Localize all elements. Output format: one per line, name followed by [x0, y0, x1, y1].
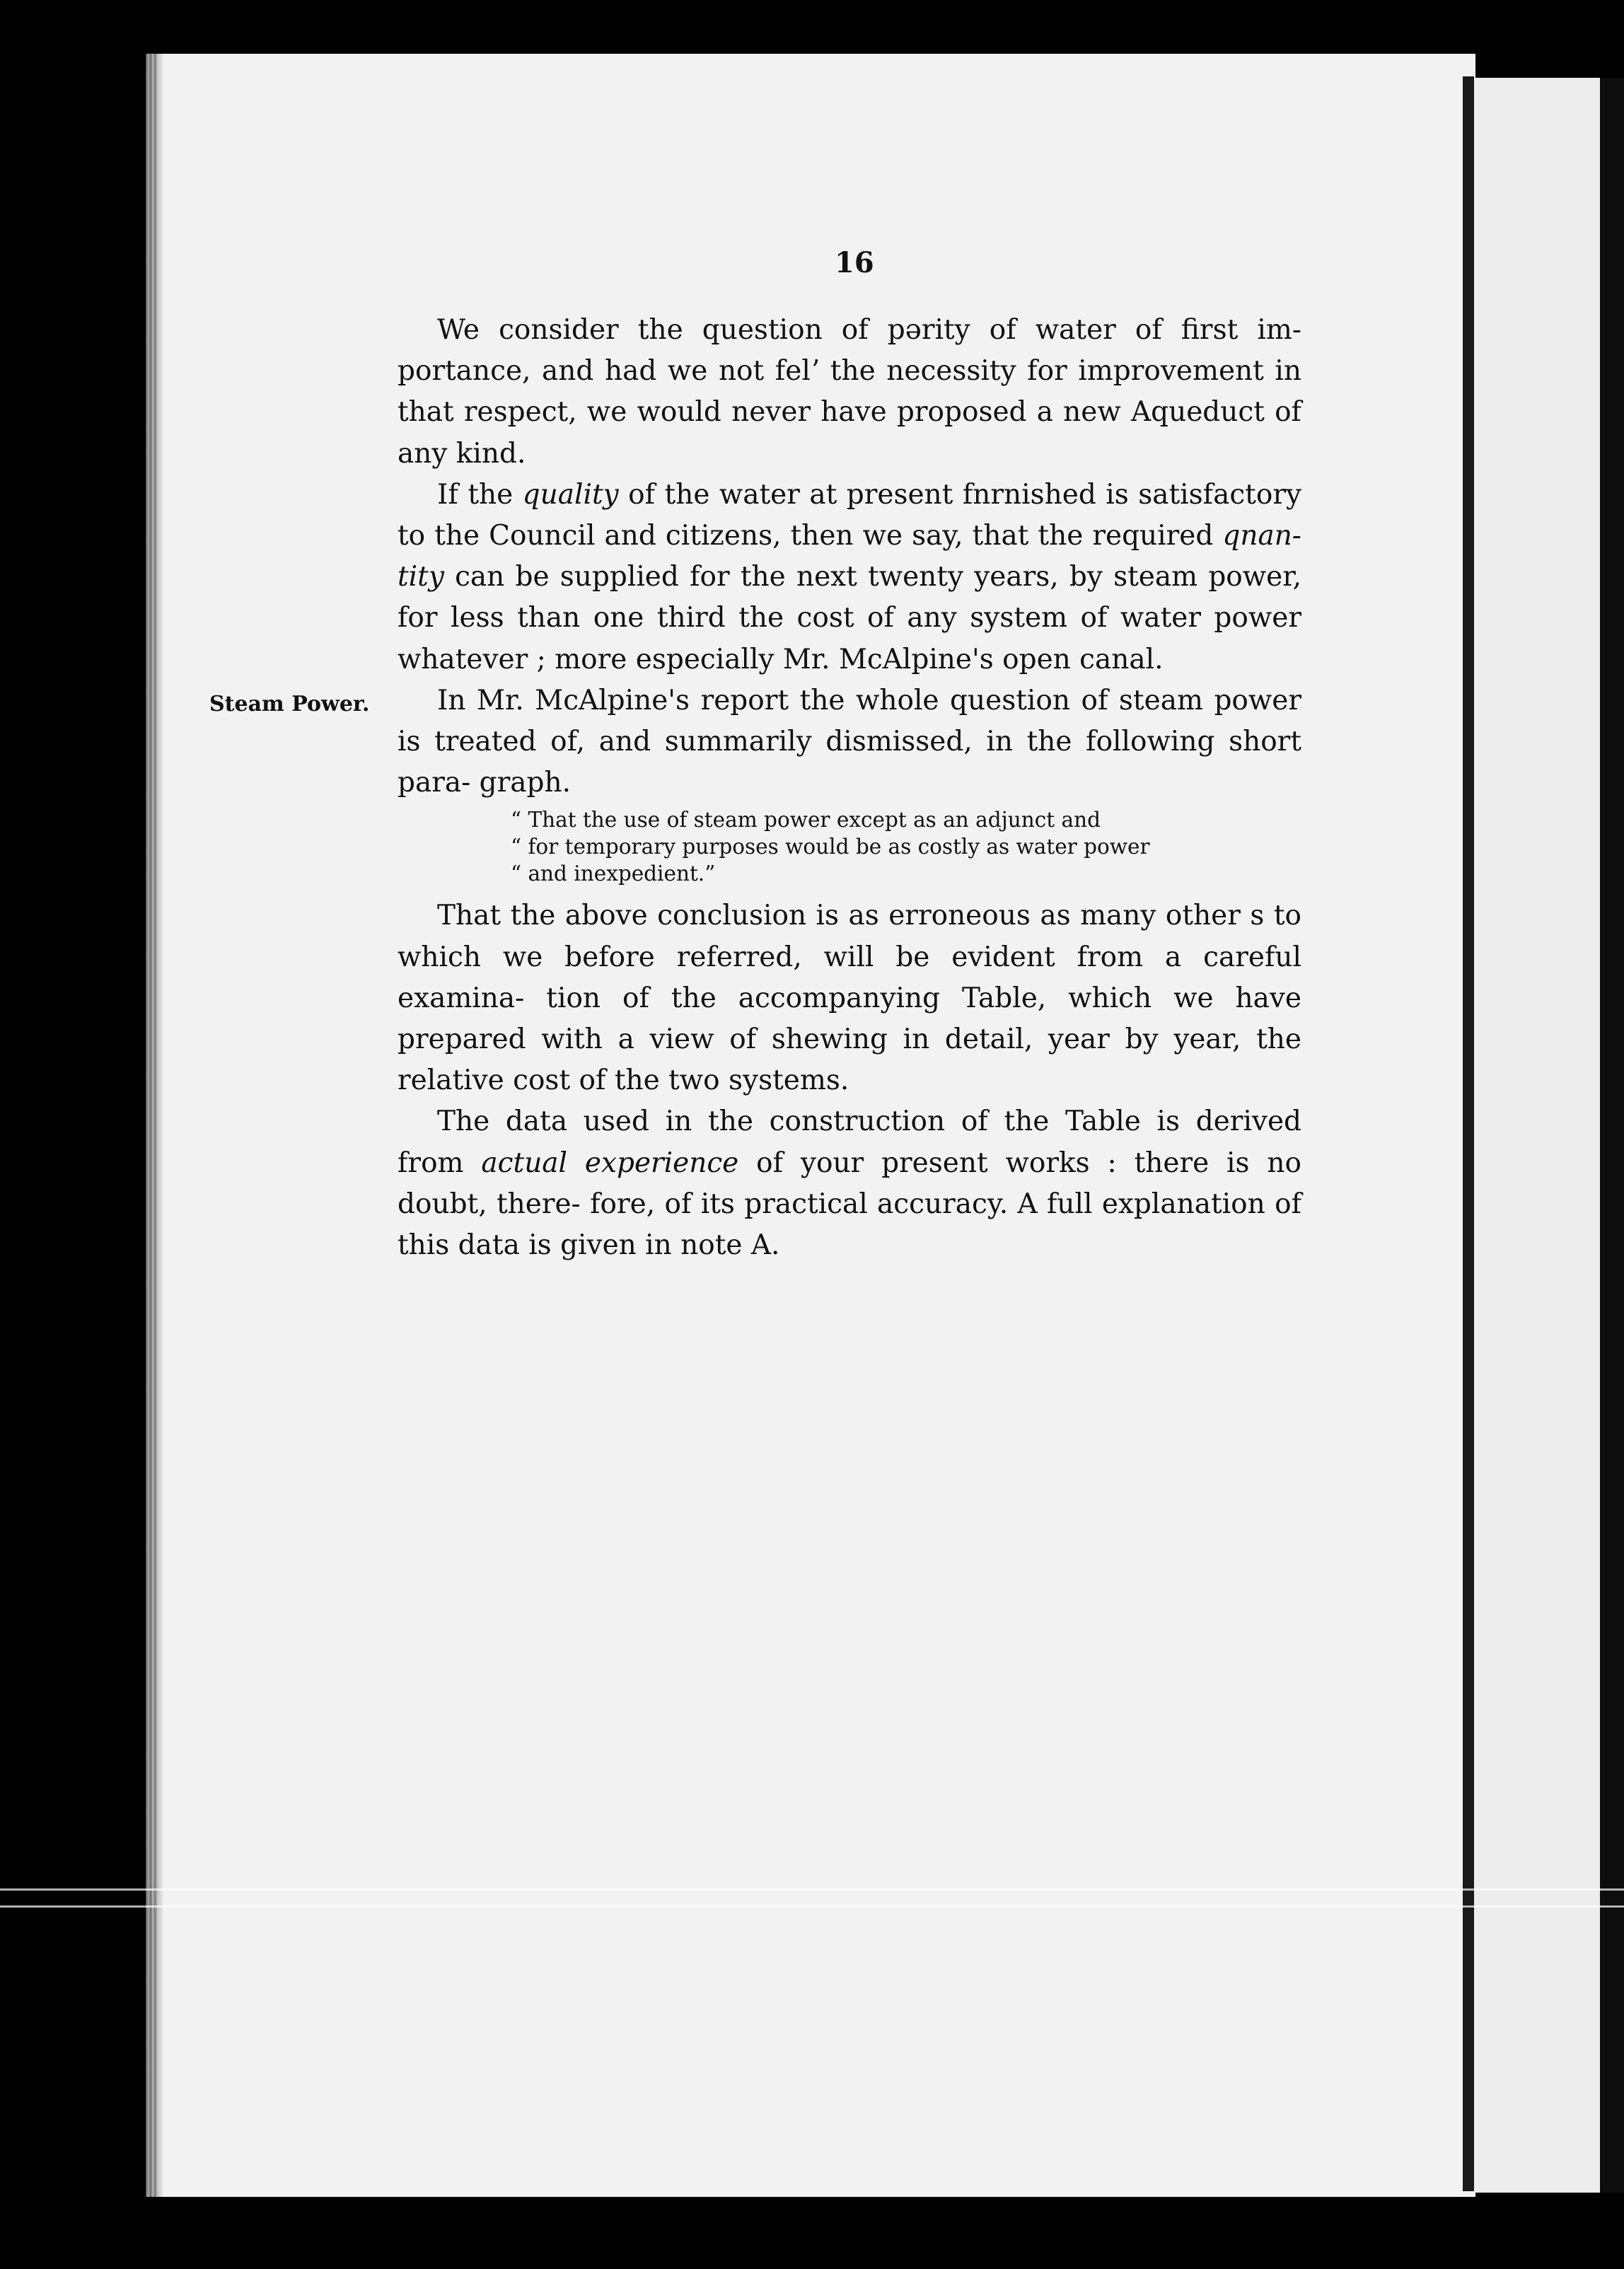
- paragraph-2-tail: can be supplied for the next twenty years, by steam power, for less than one third the cost of any system of water power whatever ; more especially Mr. McAlpine's open canal.: [398, 561, 1301, 675]
- quote-line: “ for temporary purposes would be as costly as water power: [511, 835, 1150, 859]
- block-quote: [511, 806, 1301, 887]
- page-edge: [146, 54, 163, 2197]
- paragraph-2: [398, 475, 1301, 680]
- quote-line: “ That the use of steam power except as an adjunct and: [511, 808, 1101, 832]
- emphasis-actual-experience: actual experience: [481, 1147, 739, 1179]
- gutter: [1463, 76, 1474, 2191]
- paragraph-5-tail: of your present works : there is no doubt, there- fore, of its practical accuracy. A full explanation of this data is given in note A.: [398, 1147, 1301, 1262]
- scan-artifact-line: [0, 1905, 1624, 1908]
- scan-artifact-line: [0, 1888, 1624, 1891]
- paragraph-2-lead: If the: [437, 478, 523, 511]
- page-number: 16: [835, 246, 874, 279]
- paragraph-5-lead: The data used in the construction of the Table is derived from: [398, 1106, 1301, 1179]
- quote-line: “ and inexpedient.”: [511, 861, 716, 886]
- paragraph-4: That the above conclusion is as erroneous as many other s to which we before referred, will be evident from a careful examina- tion of the accompanying Table, which we have prepared with a view of shewing in detail, year by year, the relative cost of the two systems.: [398, 900, 1301, 1097]
- paragraph-2-mid: of the water at present fnrnished is satisfactory to the Council and citizens, then we say, that the required: [398, 478, 1302, 552]
- emphasis-quantity: qnan- tity: [398, 520, 1301, 593]
- paragraph-5: [398, 1101, 1301, 1266]
- margin-note: Steam Power.: [209, 692, 370, 716]
- paragraph-3: In Mr. McAlpine's report the whole question of steam power is treated of, and summarily dismissed, in the following short para- graph.: [398, 684, 1301, 799]
- emphasis-quality: quality: [522, 478, 619, 511]
- body-text: [398, 310, 1301, 1266]
- paragraph-1: We consider the question of pərity of water of first im- portance, and had we not felʼ the necessity for improvement in that respect, we would never have proposed a new Aqueduct of any kind.: [398, 314, 1301, 470]
- facing-page-edge: [1600, 78, 1624, 2193]
